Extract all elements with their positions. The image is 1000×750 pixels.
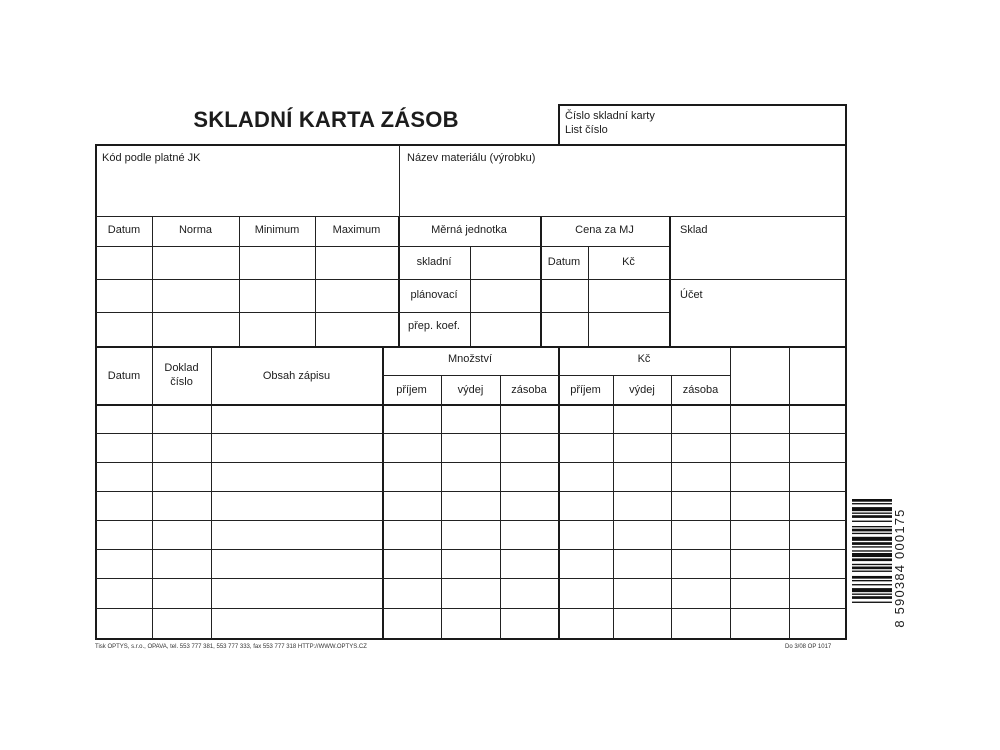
divider bbox=[211, 347, 212, 639]
barcode-bar bbox=[852, 546, 892, 547]
barcode-bar bbox=[852, 503, 892, 504]
warehouse-label: Sklad bbox=[680, 224, 708, 236]
barcode-bar bbox=[852, 550, 892, 551]
barcode-bar bbox=[852, 499, 892, 502]
divider bbox=[441, 375, 442, 639]
barcode-bar bbox=[852, 594, 892, 595]
code-label: Kód podle platné JK bbox=[102, 152, 201, 164]
ledger-document-header-line2: číslo bbox=[170, 376, 193, 388]
barcode-bar bbox=[852, 588, 892, 592]
money-income-header: příjem bbox=[570, 384, 601, 396]
price-currency-header: Kč bbox=[622, 256, 635, 268]
divider bbox=[96, 404, 846, 406]
barcode-bar bbox=[852, 558, 892, 561]
unit-row-storage: skladní bbox=[416, 256, 452, 268]
divider bbox=[96, 312, 669, 313]
quantity-income-header: příjem bbox=[396, 384, 427, 396]
unit-header: Měrná jednotka bbox=[431, 224, 507, 236]
quantity-header: Množství bbox=[447, 353, 492, 365]
unit-row-conversion: přep. koef. bbox=[408, 320, 460, 332]
barcode-bar bbox=[852, 521, 892, 522]
barcode-bar bbox=[852, 596, 892, 599]
table-row-divider bbox=[96, 549, 846, 550]
barcode-bar bbox=[852, 515, 892, 518]
price-header: Cena za MJ bbox=[575, 224, 634, 236]
ledger-date-header: Datum bbox=[107, 370, 141, 382]
table-row-divider bbox=[96, 433, 846, 434]
barcode-bar bbox=[852, 542, 892, 545]
divider bbox=[730, 347, 731, 639]
table-row-divider bbox=[96, 520, 846, 521]
price-date-header: Datum bbox=[547, 256, 581, 268]
barcode-bar bbox=[852, 526, 892, 527]
money-header: Kč bbox=[637, 353, 651, 365]
money-stock-header: zásoba bbox=[682, 384, 719, 396]
divider bbox=[671, 375, 672, 639]
barcode-bar bbox=[852, 584, 892, 585]
table-row-divider bbox=[96, 578, 846, 579]
ledger-entry-header: Obsah zápisu bbox=[262, 370, 331, 382]
form-title: SKLADNÍ KARTA ZÁSOB bbox=[193, 107, 459, 132]
quantity-issue-header: výdej bbox=[457, 384, 484, 396]
card-number-label: Číslo skladní karty bbox=[565, 110, 655, 122]
divider bbox=[96, 279, 846, 280]
divider bbox=[789, 347, 790, 639]
table-row-divider bbox=[96, 608, 846, 609]
barcode-bar bbox=[852, 564, 892, 565]
barcode-bar bbox=[852, 513, 892, 514]
barcode-bar bbox=[852, 571, 892, 572]
barcode-bar bbox=[852, 533, 892, 534]
quantity-stock-header: zásoba bbox=[511, 384, 547, 396]
norms-date-header: Datum bbox=[107, 224, 141, 236]
sheet-number-label: List číslo bbox=[565, 124, 608, 136]
form-code-footer: Do 3/08 OP 1017 bbox=[785, 644, 832, 650]
divider bbox=[399, 145, 400, 217]
divider bbox=[382, 375, 730, 376]
norms-minimum-header: Minimum bbox=[254, 224, 300, 236]
barcode-bar bbox=[852, 529, 892, 532]
norms-maximum-header: Maximum bbox=[332, 224, 381, 236]
barcode-bar bbox=[852, 580, 892, 581]
account-label: Účet bbox=[680, 289, 703, 301]
barcode-bar bbox=[852, 507, 892, 511]
money-issue-header: výdej bbox=[629, 384, 655, 396]
barcode-bar bbox=[852, 553, 892, 557]
barcode-bar bbox=[852, 567, 892, 570]
divider bbox=[669, 217, 671, 347]
barcode-bar bbox=[852, 576, 892, 579]
divider bbox=[500, 375, 501, 639]
divider bbox=[96, 216, 846, 217]
barcode-bar bbox=[852, 537, 892, 541]
table-row-divider bbox=[96, 462, 846, 463]
material-label: Název materiálu (výrobku) bbox=[407, 152, 536, 164]
norms-norm-header: Norma bbox=[178, 224, 212, 236]
barcode-digits: 8 590384 000175 bbox=[892, 508, 907, 628]
barcode-bar bbox=[852, 602, 892, 603]
divider bbox=[613, 375, 614, 639]
table-row-divider bbox=[96, 491, 846, 492]
unit-row-planning: plánovací bbox=[410, 289, 458, 301]
ledger-document-header-line1: Doklad bbox=[164, 362, 199, 374]
divider bbox=[96, 246, 669, 247]
divider bbox=[152, 347, 153, 639]
divider bbox=[470, 246, 471, 347]
printer-footer: Tisk OPTYS, s.r.o., OPAVA, tel. 553 777 381, 553 777 333, fax 553 777 318 HTTP://WWW.OPTYS.CZ bbox=[95, 644, 367, 650]
